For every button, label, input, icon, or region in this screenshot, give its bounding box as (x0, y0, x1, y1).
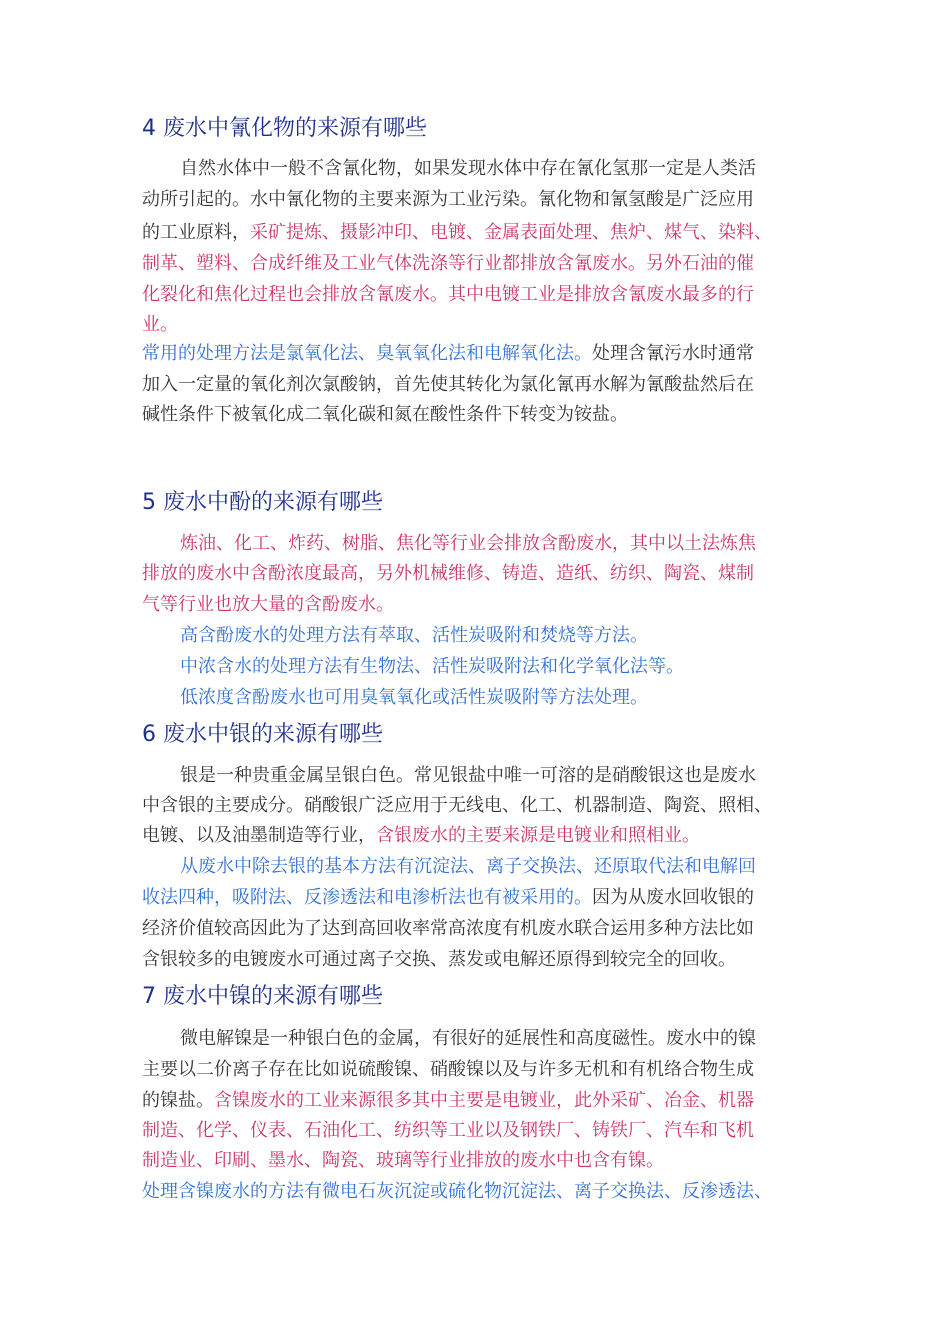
text-run-black: 动所引起的。水中氰化物的主要来源为工业污染。氰化物和氰氢酸是广泛应用 (142, 189, 754, 210)
paragraph-line (142, 1181, 772, 1203)
section-heading: 4 废水中氰化物的来源有哪些 (142, 116, 427, 141)
text-run-blue: 从废水中除去银的基本方法有沉淀法、离子交换法、还原取代法和电解回 (180, 856, 756, 877)
paragraph-line (180, 533, 756, 555)
text-run-black: 中含银的主要成分。硝酸银广泛应用于无线电、化工、机器制造、陶瓷、照相、 (142, 795, 772, 816)
section-heading: 6 废水中银的来源有哪些 (142, 722, 383, 747)
text-run-black: 微电解镍是一种银白色的金属，有很好的延展性和高度磁性。废水中的镍 (180, 1028, 756, 1049)
paragraph-line (142, 253, 754, 275)
text-run-red: 化裂化和焦化过程也会排放含氰废水。其中电镀工业是排放含氰废水最多的行 (142, 284, 754, 305)
text-run-blue: 处理含镍废水的方法有微电石灰沉淀或硫化物沉淀法、离子交换法、反渗透法、 (142, 1181, 772, 1202)
paragraph-line (142, 949, 736, 971)
paragraph-line (142, 825, 700, 847)
text-run-blue: 低浓度含酚废水也可用臭氧氧化或活性炭吸附等方法处理。 (180, 687, 648, 708)
text-run-black: 的镍盐。 (142, 1090, 214, 1111)
paragraph-line (180, 856, 756, 878)
paragraph-line (142, 189, 754, 211)
paragraph-line (180, 765, 756, 787)
text-run-black: 自然水体中一般不含氰化物，如果发现水体中存在氰化氢那一定是人类活 (180, 158, 756, 179)
text-run-black: 加入一定量的氧化剂次氯酸钠，首先使其转化为氯化氰再水解为氰酸盐然后在 (142, 374, 754, 395)
text-run-black: 银是一种贵重金属呈银白色。常见银盐中唯一可溶的是硝酸银这也是废水 (180, 765, 756, 786)
section-heading: 5 废水中酚的来源有哪些 (142, 490, 383, 515)
text-run-black: 含银较多的电镀废水可通过离子交换、蒸发或电解还原得到较完全的回收。 (142, 949, 736, 970)
section-heading: 7 废水中镍的来源有哪些 (142, 984, 383, 1009)
paragraph-line (142, 314, 178, 336)
paragraph-line (142, 284, 754, 306)
text-run-red: 采矿提炼、摄影冲印、电镀、金属表面处理、焦炉、煤气、染料、 (250, 222, 772, 243)
text-run-red: 排放的废水中含酚浓度最高，另外机械维修、铸造、造纸、纺织、陶瓷、煤制 (142, 563, 754, 584)
paragraph-line (142, 795, 772, 817)
paragraph-line (180, 687, 648, 709)
text-run-blue: 收法四种，吸附法、反渗透法和电渗析法也有被采用的。 (142, 887, 592, 908)
paragraph-line (142, 1090, 754, 1112)
paragraph-line (142, 374, 754, 396)
paragraph-line (142, 887, 754, 909)
paragraph-line (142, 563, 754, 585)
text-run-black: 电镀、以及油墨制造等行业， (142, 825, 376, 846)
paragraph-line (142, 343, 754, 365)
paragraph-line (180, 1028, 756, 1050)
paragraph-line (142, 594, 394, 616)
paragraph-line (142, 222, 772, 244)
paragraph-line (142, 1120, 754, 1142)
text-run-red: 业。 (142, 314, 178, 335)
text-run-red: 制造业、印刷、墨水、陶瓷、玻璃等行业排放的废水中也含有镍。 (142, 1150, 664, 1171)
paragraph-line (142, 404, 628, 426)
text-run-black: 碱性条件下被氧化成二氧化碳和氮在酸性条件下转变为铵盐。 (142, 404, 628, 425)
text-run-blue: 常用的处理方法是氯氧化法、臭氧氧化法和电解氧化法。 (142, 343, 592, 364)
paragraph-line (142, 1059, 754, 1081)
text-run-red: 含镍废水的工业来源很多其中主要是电镀业，此外采矿、冶金、机器 (214, 1090, 754, 1111)
text-run-black: 处理含氰污水时通常 (592, 343, 754, 364)
text-run-red: 含银废水的主要来源是电镀业和照相业。 (376, 825, 700, 846)
text-run-blue: 高含酚废水的处理方法有萃取、活性炭吸附和焚烧等方法。 (180, 625, 648, 646)
paragraph-line (180, 158, 756, 180)
text-run-red: 制造、化学、仪表、石油化工、纺织等工业以及钢铁厂、铸铁厂、汽车和飞机 (142, 1120, 754, 1141)
text-run-blue: 中浓含水的处理方法有生物法、活性炭吸附法和化学氧化法等。 (180, 656, 684, 677)
paragraph-line (180, 656, 684, 678)
text-run-black: 因为从废水回收银的 (592, 887, 754, 908)
text-run-red: 制革、塑料、合成纤维及工业气体洗涤等行业都排放含氰废水。另外石油的催 (142, 253, 754, 274)
paragraph-line (142, 1150, 664, 1172)
text-run-red: 气等行业也放大量的含酚废水。 (142, 594, 394, 615)
text-run-black: 经济价值较高因此为了达到高回收率常高浓度有机废水联合运用多种方法比如 (142, 918, 754, 939)
text-run-black: 主要以二价离子存在比如说硫酸镍、硝酸镍以及与许多无机和有机络合物生成 (142, 1059, 754, 1080)
text-run-black: 的工业原料， (142, 222, 250, 243)
text-run-red: 炼油、化工、炸药、树脂、焦化等行业会排放含酚废水，其中以土法炼焦 (180, 533, 756, 554)
paragraph-line (142, 918, 754, 940)
paragraph-line (180, 625, 648, 647)
